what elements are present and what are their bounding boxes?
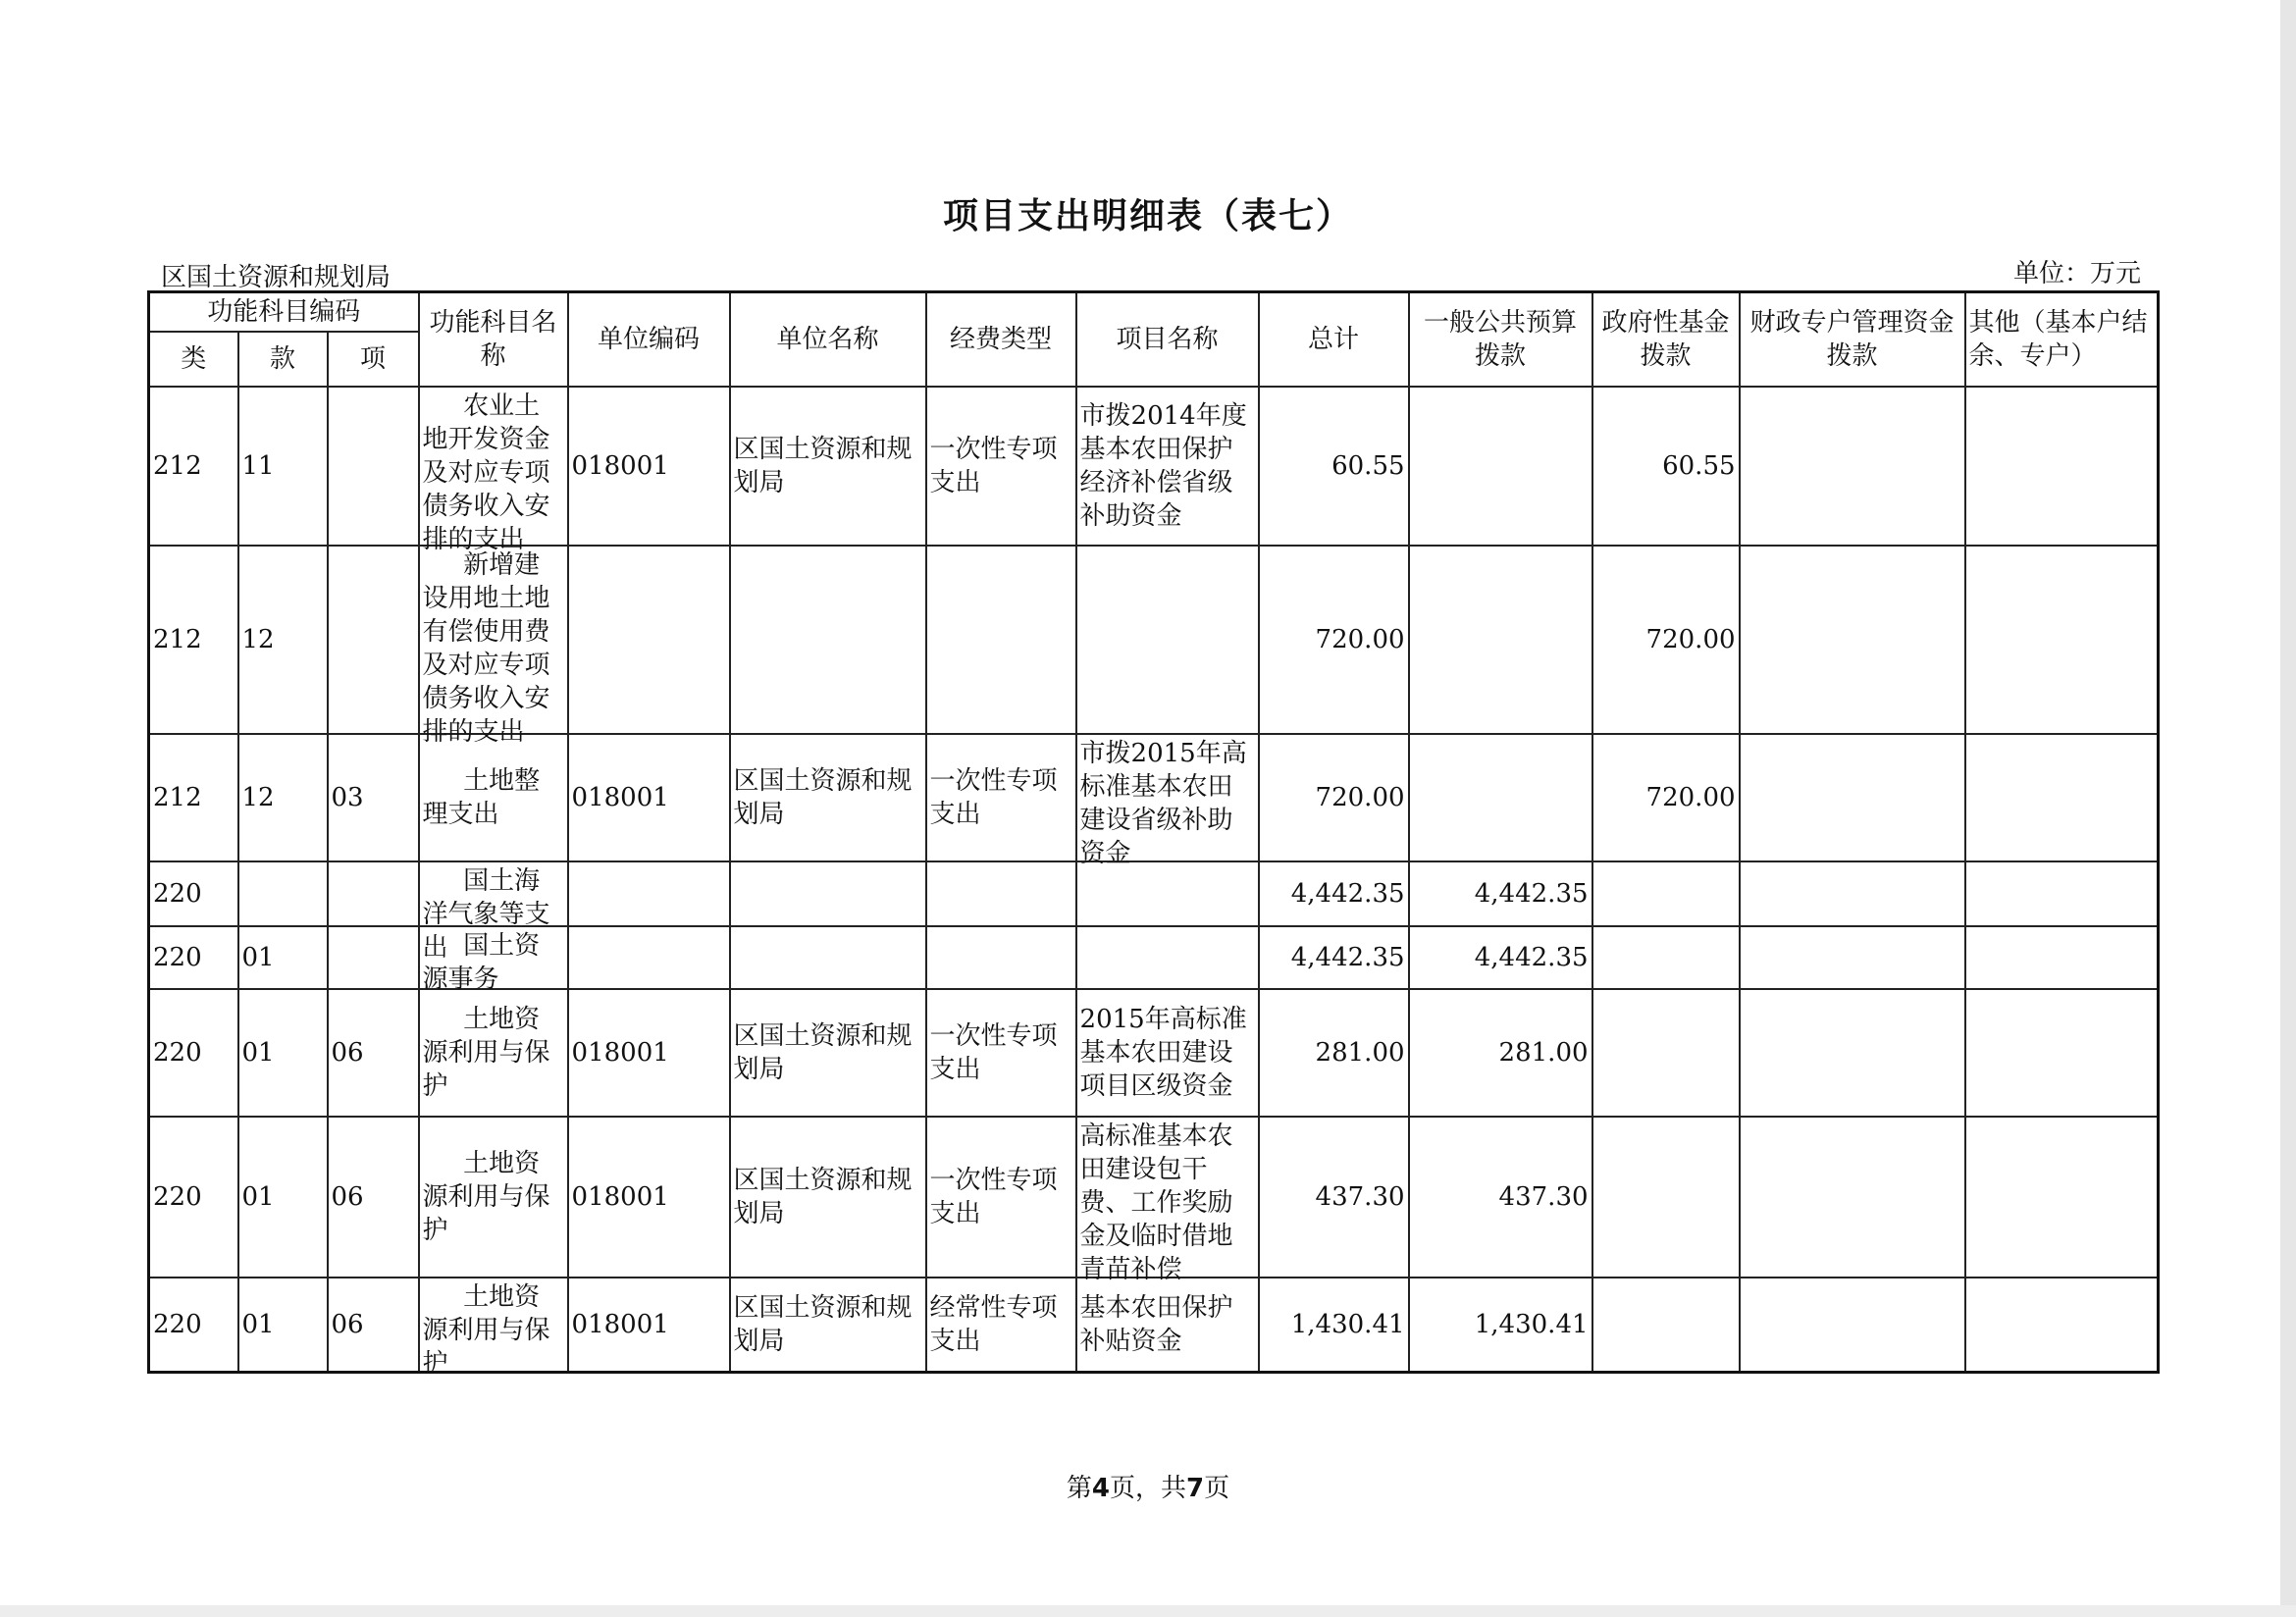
cell-general-budget: 4,442.35 (1409, 926, 1592, 989)
cell-unit-code: 018001 (568, 387, 730, 546)
page-count: 7 (1186, 1474, 1205, 1503)
header-fund-type: 经费类型 (926, 292, 1076, 388)
header-project-name: 项目名称 (1076, 292, 1259, 388)
reporting-unit: 区国土资源和规划局 (161, 263, 391, 292)
header-unit-code: 单位编码 (568, 292, 730, 388)
cell-general-budget: 281.00 (1409, 989, 1592, 1117)
cell-special-account (1740, 546, 1965, 734)
cell-project-name: 市拨2015年高标准基本农田建设省级补助资金 (1076, 734, 1259, 861)
cell-project-name (1076, 546, 1259, 734)
cell-lei: 220 (149, 1117, 238, 1278)
cell-project-name: 高标准基本农田建设包干费、工作奖励金及临时借地青苗补偿 (1076, 1117, 1259, 1278)
cell-func-name: 国土资源事务 (419, 926, 568, 989)
cell-kuan: 01 (238, 1278, 328, 1373)
header-unit-name: 单位名称 (730, 292, 926, 388)
cell-gov-fund: 720.00 (1592, 546, 1740, 734)
cell-gov-fund (1592, 989, 1740, 1117)
cell-unit-code: 018001 (568, 1117, 730, 1278)
cell-other (1965, 387, 2159, 546)
cell-kuan: 01 (238, 989, 328, 1117)
cell-special-account (1740, 734, 1965, 861)
cell-total: 437.30 (1259, 1117, 1409, 1278)
cell-other (1965, 546, 2159, 734)
cell-special-account (1740, 989, 1965, 1117)
scan-edge-bottom (0, 1605, 2296, 1617)
cell-fund-type: 一次性专项支出 (926, 734, 1076, 861)
cell-general-budget: 4,442.35 (1409, 861, 1592, 926)
cell-project-name: 市拨2014年度基本农田保护经济补偿省级补助资金 (1076, 387, 1259, 546)
header-func-code: 功能科目编码 (149, 292, 419, 333)
cell-unit-code: 018001 (568, 1278, 730, 1373)
page-number: 4 (1091, 1474, 1110, 1503)
cell-kuan: 12 (238, 734, 328, 861)
table-row (149, 387, 2159, 546)
cell-special-account (1740, 1278, 1965, 1373)
cell-total: 720.00 (1259, 734, 1409, 861)
page-title: 项目支出明细表（表七） (942, 195, 1353, 236)
cell-special-account (1740, 861, 1965, 926)
table-row (149, 1117, 2159, 1278)
currency-unit: 单位：万元 (2012, 259, 2141, 288)
cell-special-account (1740, 387, 1965, 546)
cell-unit-name: 区国土资源和规划局 (730, 1117, 926, 1278)
cell-gov-fund: 720.00 (1592, 734, 1740, 861)
header-xiang: 项 (328, 332, 419, 387)
cell-unit-name (730, 546, 926, 734)
expenditure-table (147, 290, 2160, 1379)
cell-total: 60.55 (1259, 387, 1409, 546)
cell-gov-fund (1592, 1278, 1740, 1373)
cell-gov-fund (1592, 1117, 1740, 1278)
cell-other (1965, 926, 2159, 989)
cell-lei: 212 (149, 734, 238, 861)
cell-kuan: 12 (238, 546, 328, 734)
header-other: 其他（基本户结余、专户） (1965, 292, 2159, 388)
cell-fund-type (926, 926, 1076, 989)
cell-kuan: 11 (238, 387, 328, 546)
cell-total: 281.00 (1259, 989, 1409, 1117)
cell-gov-fund (1592, 926, 1740, 989)
scan-edge (2280, 0, 2296, 1617)
cell-fund-type: 一次性专项支出 (926, 989, 1076, 1117)
header-general-budget: 一般公共预算拨款 (1409, 292, 1592, 388)
cell-total: 1,430.41 (1259, 1278, 1409, 1373)
header-total: 总计 (1259, 292, 1409, 388)
cell-project-name: 2015年高标准基本农田建设项目区级资金 (1076, 989, 1259, 1117)
cell-func-name: 土地整理支出 (419, 734, 568, 861)
header-func-name: 功能科目名称 (419, 292, 568, 388)
header-gov-fund: 政府性基金拨款 (1592, 292, 1740, 388)
cell-xiang (328, 926, 419, 989)
cell-other (1965, 989, 2159, 1117)
cell-fund-type (926, 861, 1076, 926)
cell-general-budget: 437.30 (1409, 1117, 1592, 1278)
cell-lei: 220 (149, 989, 238, 1117)
cell-other (1965, 734, 2159, 861)
cell-special-account (1740, 926, 1965, 989)
table-row (149, 546, 2159, 734)
cell-xiang (328, 546, 419, 734)
cell-gov-fund: 60.55 (1592, 387, 1740, 546)
cell-project-name: 基本农田保护补贴资金 (1076, 1278, 1259, 1373)
cell-lei: 220 (149, 1278, 238, 1373)
cell-fund-type (926, 546, 1076, 734)
cell-func-name: 新增建设用地土地有偿使用费及对应专项债务收入安排的支出 (419, 546, 568, 734)
cell-unit-code: 018001 (568, 989, 730, 1117)
cell-unit-name: 区国土资源和规划局 (730, 1278, 926, 1373)
cell-unit-name (730, 926, 926, 989)
cell-lei: 212 (149, 387, 238, 546)
cell-func-name: 土地资源利用与保护 (419, 1278, 568, 1373)
cell-func-name: 土地资源利用与保护 (419, 1117, 568, 1278)
cell-total: 4,442.35 (1259, 861, 1409, 926)
cell-special-account (1740, 1117, 1965, 1278)
cell-xiang (328, 861, 419, 926)
page-footer: 第4页，共7页 (1066, 1474, 1230, 1503)
cell-xiang: 06 (328, 1278, 419, 1373)
cell-unit-code (568, 926, 730, 989)
cell-xiang: 03 (328, 734, 419, 861)
cell-general-budget: 1,430.41 (1409, 1278, 1592, 1373)
cell-project-name (1076, 926, 1259, 989)
cell-general-budget (1409, 546, 1592, 734)
table-row (149, 1278, 2159, 1373)
cell-func-name: 农业土地开发资金及对应专项债务收入安排的支出 (419, 387, 568, 546)
cell-other (1965, 1117, 2159, 1278)
table-row (149, 989, 2159, 1117)
cell-total: 720.00 (1259, 546, 1409, 734)
cell-unit-name: 区国土资源和规划局 (730, 734, 926, 861)
table-row (149, 734, 2159, 861)
cell-xiang: 06 (328, 989, 419, 1117)
cell-unit-code (568, 861, 730, 926)
header-kuan: 款 (238, 332, 328, 387)
cell-func-name: 国土海洋气象等支出 (419, 861, 568, 926)
cell-xiang: 06 (328, 1117, 419, 1278)
cell-other (1965, 1278, 2159, 1373)
cell-xiang (328, 387, 419, 546)
cell-lei: 220 (149, 861, 238, 926)
cell-general-budget (1409, 734, 1592, 861)
cell-total: 4,442.35 (1259, 926, 1409, 989)
cell-fund-type: 一次性专项支出 (926, 387, 1076, 546)
cell-func-name: 土地资源利用与保护 (419, 989, 568, 1117)
cell-fund-type: 一次性专项支出 (926, 1117, 1076, 1278)
cell-unit-code: 018001 (568, 734, 730, 861)
cell-gov-fund (1592, 861, 1740, 926)
cell-kuan: 01 (238, 1117, 328, 1278)
header-special-account: 财政专户管理资金拨款 (1740, 292, 1965, 388)
table-row (149, 861, 2159, 926)
cell-other (1965, 861, 2159, 926)
cell-kuan (238, 861, 328, 926)
cell-fund-type: 经常性专项支出 (926, 1278, 1076, 1373)
cell-lei: 212 (149, 546, 238, 734)
cell-lei: 220 (149, 926, 238, 989)
cell-unit-name: 区国土资源和规划局 (730, 989, 926, 1117)
header-lei: 类 (149, 332, 238, 387)
cell-project-name (1076, 861, 1259, 926)
cell-kuan: 01 (238, 926, 328, 989)
cell-general-budget (1409, 387, 1592, 546)
cell-unit-name: 区国土资源和规划局 (730, 387, 926, 546)
cell-unit-name (730, 861, 926, 926)
table-row (149, 926, 2159, 989)
cell-unit-code (568, 546, 730, 734)
